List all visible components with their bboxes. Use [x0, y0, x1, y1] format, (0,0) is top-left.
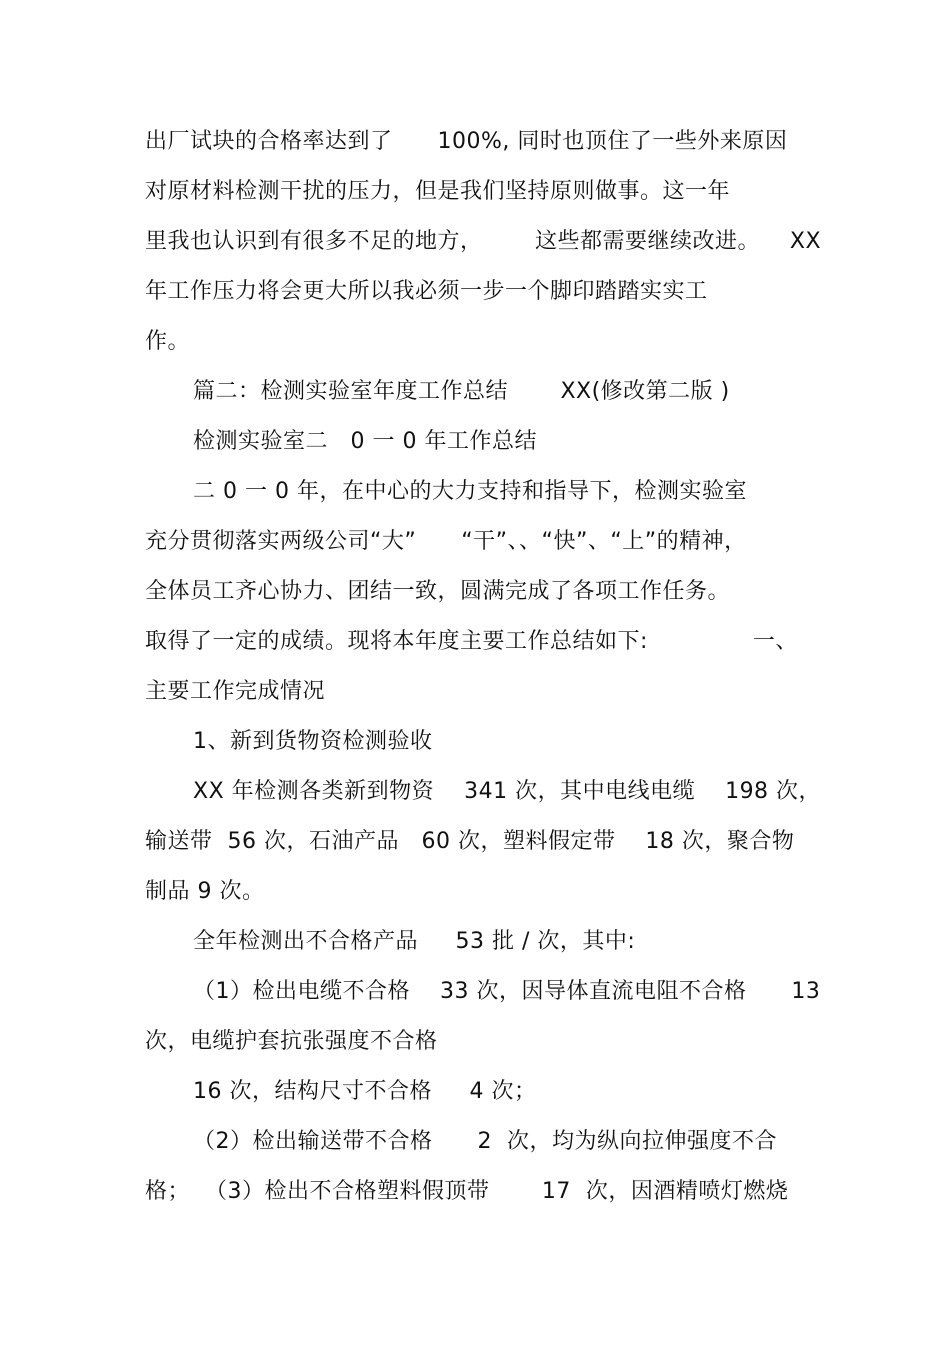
- text-line: 格； （3）检出不合格塑料假顶带 17 次，因酒精喷灯燃烧: [145, 1179, 789, 1204]
- text-line: 制品 9 次。: [145, 879, 265, 904]
- document-title: 检测实验室二 0 一 0 年工作总结: [193, 429, 537, 454]
- section-heading: 篇二：检测实验室年度工作总结 XX(修改第二版 ): [193, 379, 730, 404]
- text-line: 对原材料检测干扰的压力，但是我们坚持原则做事。这一年: [145, 179, 731, 204]
- text-line: 全年检测出不合格产品 53 批 / 次，其中:: [193, 929, 636, 954]
- text-line: 年工作压力将会更大所以我必须一步一个脚印踏踏实实工: [145, 279, 708, 304]
- text-line: 主要工作完成情况: [145, 679, 326, 704]
- text-line: 出厂试块的合格率达到了 100%, 同时也顶住了一些外来原因: [145, 129, 788, 154]
- text-line: XX 年检测各类新到物资 341 次，其中电线电缆 198 次，: [193, 779, 822, 804]
- text-line: 次，电缆护套抗张强度不合格: [145, 1029, 438, 1054]
- text-line: 输送带 56 次，石油产品 60 次，塑料假定带 18 次，聚合物: [145, 829, 795, 854]
- subsection-heading: 1、新到货物资检测验收: [193, 729, 433, 754]
- text-line: 16 次，结构尺寸不合格 4 次；: [193, 1079, 537, 1104]
- text-line: 取得了一定的成绩。现将本年度主要工作总结如下: 一、: [145, 629, 798, 654]
- text-line: 二 0 一 0 年，在中心的大力支持和指导下，检测实验室: [193, 479, 747, 504]
- text-line: 里我也认识到有很多不足的地方， 这些都需要继续改进。 XX: [145, 229, 822, 254]
- text-line: 充分贯彻落实两级公司“大” “干”、、“快”、“上”的精神，: [145, 529, 747, 554]
- text-line: （2）检出输送带不合格 2 次，均为纵向拉伸强度不合: [193, 1129, 777, 1154]
- text-line: 作。: [145, 329, 191, 354]
- text-line: 全体员工齐心协力、团结一致，圆满完成了各项工作任务。: [145, 579, 731, 604]
- text-line: （1）检出电缆不合格 33 次，因导体直流电阻不合格 13: [193, 979, 821, 1004]
